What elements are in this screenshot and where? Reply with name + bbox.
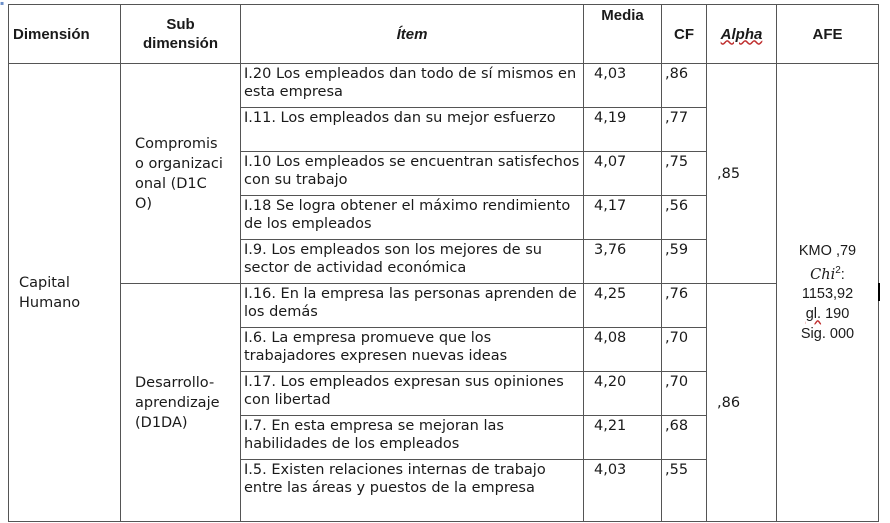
afe-gl-line	[777, 304, 878, 324]
cf-cell: ,70	[662, 372, 707, 416]
subdimension-cell-d1da	[121, 284, 241, 522]
alpha-cell-d1da: ,86	[707, 284, 777, 522]
alpha-cell-d1co: ,85	[707, 64, 777, 284]
results-table	[8, 4, 879, 522]
header-media: Media	[584, 5, 662, 64]
media-cell: 3,76	[584, 240, 662, 284]
item-cell: I.6. La empresa promueve que los trabajadores expresen nuevas ideas	[241, 328, 584, 372]
header-subdimension	[121, 5, 241, 64]
media-cell: 4,25	[584, 284, 662, 328]
cf-cell: ,70	[662, 328, 707, 372]
afe-chi-superscript: 2	[835, 264, 841, 276]
afe-chi-line	[777, 261, 878, 285]
item-cell: I.20 Los empleados dan todo de sí mismos en esta empresa	[241, 64, 584, 108]
cf-cell: ,76	[662, 284, 707, 328]
media-cell: 4,03	[584, 64, 662, 108]
afe-gl-value: 190	[825, 306, 850, 323]
cf-cell: ,59	[662, 240, 707, 284]
item-cell: I.9. Los empleados son los mejores de su sector de actividad económica	[241, 240, 584, 284]
table-row	[9, 284, 879, 328]
subdimension-cell-d1co	[121, 64, 241, 284]
media-cell: 4,20	[584, 372, 662, 416]
item-cell: I.10 Los empleados se encuentran satisfechos con su trabajo	[241, 152, 584, 196]
media-cell: 4,19	[584, 108, 662, 152]
item-cell: I.18 Se logra obtener el máximo rendimiento de los empleados	[241, 196, 584, 240]
media-cell: 4,07	[584, 152, 662, 196]
cf-cell: ,75	[662, 152, 707, 196]
afe-kmo: KMO ,79	[798, 242, 857, 259]
cf-cell: ,86	[662, 64, 707, 108]
cf-cell: ,55	[662, 460, 707, 522]
cf-cell: ,56	[662, 196, 707, 240]
dimension-cell: Capital Humano	[9, 64, 121, 522]
item-cell: I.16. En la empresa las personas aprenden de los demás	[241, 284, 584, 328]
subdimension-label: Compromiso organizacional (D1CO)	[135, 135, 223, 212]
afe-chi-colon: :	[840, 266, 845, 283]
afe-sig: Sig. 000	[800, 326, 855, 343]
afe-gl-label: gl.	[805, 306, 822, 323]
header-item: Ítem	[241, 5, 584, 64]
media-cell: 4,08	[584, 328, 662, 372]
item-cell: I.7. En esta empresa se mejoran las habilidades de los empleados	[241, 416, 584, 460]
item-cell: I.5. Existen relaciones internas de trabajo entre las áreas y puestos de la empresa	[241, 460, 584, 522]
media-cell: 4,03	[584, 460, 662, 522]
header-alpha-label: Alpha	[720, 25, 763, 43]
subdimension-label: Desarrollo-aprendizaje (D1DA)	[135, 374, 220, 431]
cf-cell: ,77	[662, 108, 707, 152]
afe-chi-label: Chi	[810, 266, 836, 283]
text-cursor	[878, 283, 880, 301]
table-move-handle-icon[interactable]: ▪	[0, 0, 5, 7]
header-row	[9, 5, 879, 64]
cf-cell: ,68	[662, 416, 707, 460]
afe-cell	[777, 64, 879, 522]
afe-chi-value: 1153,92	[801, 286, 854, 303]
table-row	[9, 64, 879, 108]
item-cell: I.17. Los empleados expresan sus opiniones con libertad	[241, 372, 584, 416]
header-subdimension-label: Sub dimensión	[142, 16, 218, 52]
item-cell: I.11. Los empleados dan su mejor esfuerzo	[241, 108, 584, 152]
media-cell: 4,21	[584, 416, 662, 460]
header-afe: AFE	[777, 5, 879, 64]
media-cell: 4,17	[584, 196, 662, 240]
header-dimension: Dimensión	[9, 5, 121, 64]
header-alpha	[707, 5, 777, 64]
header-cf: CF	[662, 5, 707, 64]
